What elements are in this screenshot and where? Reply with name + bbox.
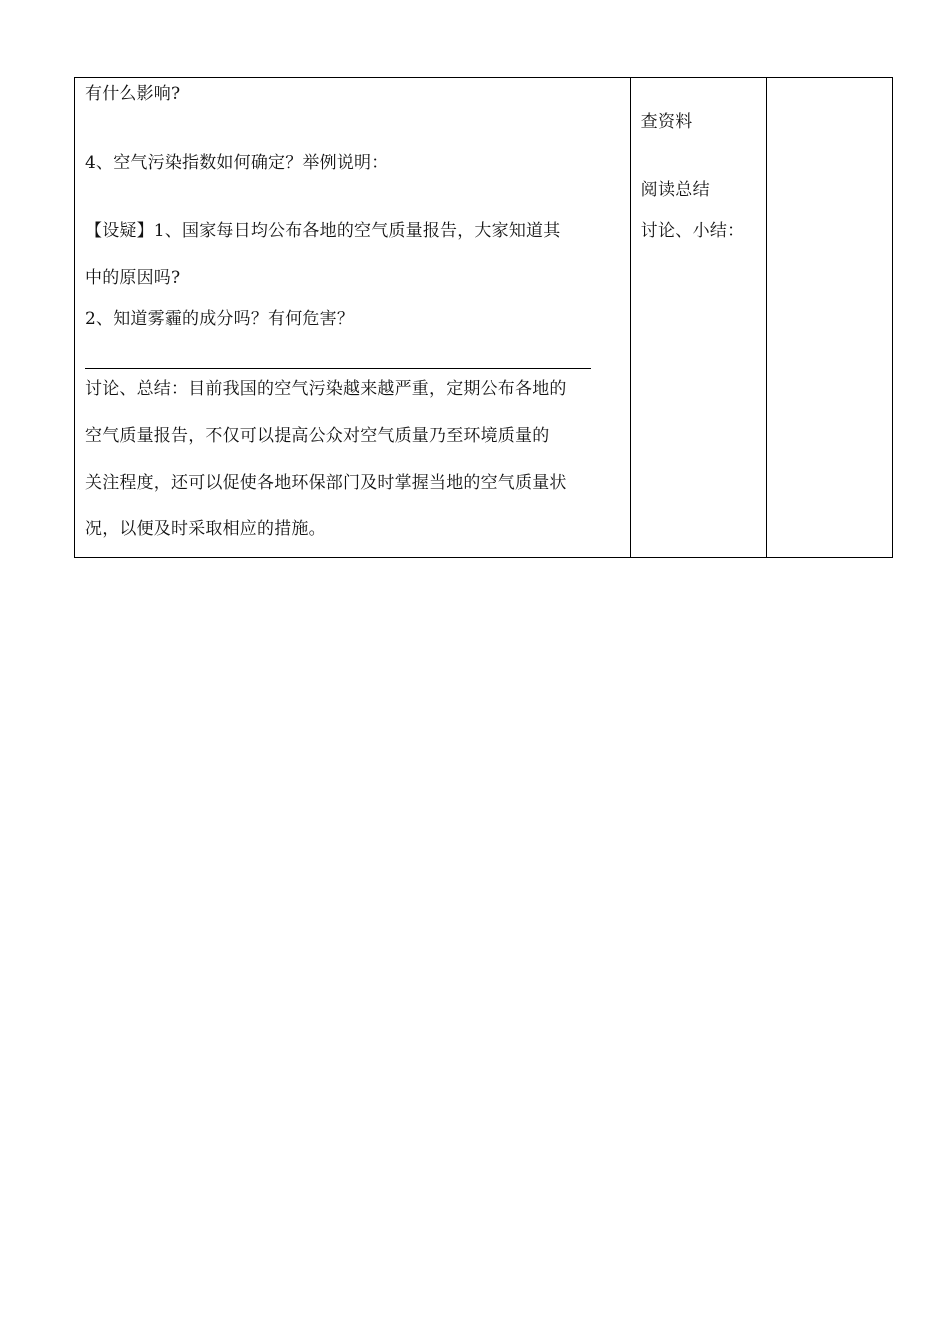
question-setup-1: 【设疑】1、国家每日均公布各地的空气质量报告，大家知道其 — [85, 221, 561, 241]
notes-cell — [766, 78, 892, 558]
method-reading-summary: 阅读总结 — [640, 180, 710, 200]
method-block — [631, 78, 766, 557]
summary-line-3: 关注程度，还可以促使各地环保部门及时掌握当地的空气质量状 — [85, 473, 567, 493]
method-discussion: 讨论、小结： — [640, 221, 745, 241]
content-cell — [75, 78, 631, 558]
summary-line-1: 讨论、总结：目前我国的空气污染越来越严重，定期公布各地的 — [85, 379, 567, 399]
question-4: 4、空气污染指数如何确定？举例说明： — [85, 153, 389, 173]
lesson-row — [75, 78, 893, 558]
content-line-1: 有什么影响? — [85, 84, 181, 104]
question-2: 2、知道雾霾的成分吗？有何危害？ — [85, 309, 355, 329]
method-cell — [630, 78, 766, 558]
summary-line-2: 空气质量报告，不仅可以提高公众对空气质量乃至环境质量的 — [85, 426, 550, 446]
lesson-table — [74, 77, 893, 558]
question-setup-1-continued: 中的原因吗? — [85, 268, 181, 288]
content-block — [75, 78, 630, 557]
summary-line-4: 况，以便及时采取相应的措施。 — [85, 519, 326, 539]
method-research: 查资料 — [640, 112, 693, 132]
answer-line — [85, 368, 591, 369]
